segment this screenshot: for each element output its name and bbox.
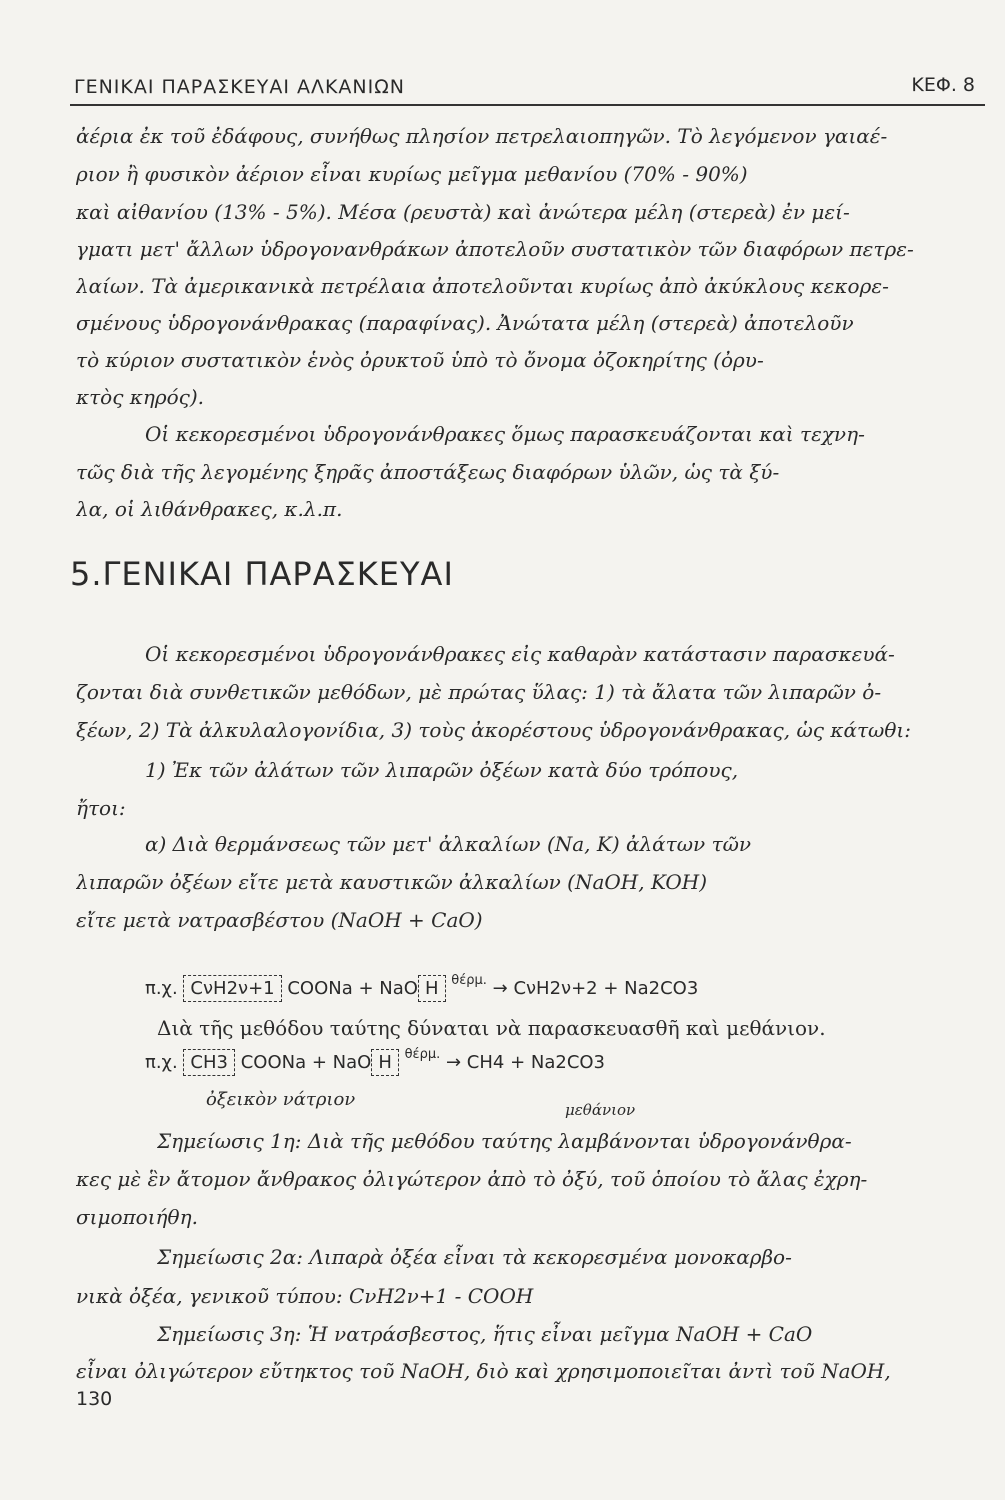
text-line: Οἱ κεκορεσμένοι ὑδρογονάνθρακες ὅμως παρασκευάζονται καὶ τεχνη- (145, 422, 865, 446)
text-line: Σημείωσις 1η: Διὰ τῆς μεθόδου ταύτης λαμβάνονται ὑδρογονάνθρα- (157, 1129, 852, 1153)
header-chapter: ΚΕΦ. 8 (911, 74, 975, 96)
text-line: ἤτοι: (76, 796, 126, 820)
text-line: εἶναι ὀλιγώτερον εὔτηκτος τοῦ NaOH, διὸ καὶ χρησιμοποιεῖται ἀντὶ τοῦ NaOH, (76, 1359, 891, 1383)
text-line: τῶς διὰ τῆς λεγομένης ξηρᾶς ἀποστάξεως διαφόρων ὑλῶν, ὡς τὰ ξύ- (76, 460, 780, 484)
text-line: λαίων. Τὰ ἀμερικανικὰ πετρέλαια ἀποτελοῦνται κυρίως ἀπὸ ἀκύκλους κεκορε- (76, 274, 889, 298)
reaction-formula-1 (145, 973, 699, 999)
reaction-formula-2 (145, 1047, 606, 1073)
text-line: γματι μετ' ἄλλων ὑδρογονανθράκων ἀποτελοῦν συστατικὸν τῶν διαφόρων πετρε- (76, 237, 914, 261)
text-line: εἴτε μετὰ νατρασβέστου (NaOH + CaO) (76, 908, 483, 932)
page-number: 130 (76, 1388, 113, 1410)
formula-label: μεθάνιον (565, 1101, 636, 1119)
text-line: ἀέρια ἐκ τοῦ ἐδάφους, συνήθως πλησίον πετρελαιοπηγῶν. Τὸ λεγόμενον γαιαέ- (76, 124, 888, 148)
formula-middle: COONa + NaO (287, 978, 418, 999)
text-line: σιμοποιήθη. (76, 1205, 198, 1229)
formula-middle: COONa + NaO (240, 1052, 372, 1073)
formula-box-right: H (371, 1049, 399, 1076)
formula-result: CH4 + Na2CO3 (466, 1052, 606, 1073)
formula-box-right: H (418, 975, 446, 1002)
text-line: Διὰ τῆς μεθόδου ταύτης δύναται νὰ παρασκευασθῆ καὶ μεθάνιον. (157, 1016, 826, 1040)
text-line: λα, οἱ λιθάνθρακες, κ.λ.π. (76, 497, 343, 521)
formula-result: CνH2ν+2 + Na2CO3 (513, 978, 699, 999)
text-line: ξέων, 2) Τὰ ἀλκυλαλογονίδια, 3) τοὺς ἀκορέστους ὑδρογονάνθρακας, ὡς κάτωθι: (76, 718, 911, 742)
text-line: τὸ κύριον συστατικὸν ἑνὸς ὀρυκτοῦ ὑπὸ τὸ ὄνομα ὀζοκηρίτης (ὀρυ- (76, 348, 764, 372)
formula-label: ὀξεικὸν νάτριον (206, 1089, 356, 1110)
formula-prefix: π.χ. (145, 978, 178, 999)
text-line: νικὰ ὀξέα, γενικοῦ τύπου: CνH2ν+1 - COOH (76, 1284, 534, 1308)
text-line: λιπαρῶν ὀξέων εἴτε μετὰ καυστικῶν ἀλκαλίων (NaOH, KOH) (76, 870, 707, 894)
section-title: 5.ΓΕΝΙΚΑΙ ΠΑΡΑΣΚΕΥΑΙ (70, 555, 454, 593)
header-title: ΓΕΝΙΚΑΙ ΠΑΡΑΣΚΕΥΑΙ ΑΛΚΑΝΙΩΝ (74, 76, 405, 98)
text-line: ριον ἢ φυσικὸν ἀέριον εἶναι κυρίως μεῖγμα μεθανίου (70% - 90%) (76, 162, 748, 186)
formula-prefix: π.χ. (145, 1052, 178, 1073)
page-header (70, 72, 985, 106)
text-line: σμένους ὑδρογονάνθρακας (παραφίνας). Ἀνώτατα μέλη (στερεὰ) ἀποτελοῦν (76, 311, 854, 335)
text-line: Σημείωσις 2α: Λιπαρὰ ὀξέα εἶναι τὰ κεκορεσμένα μονοκαρβο- (157, 1245, 792, 1269)
text-line: α) Διὰ θερμάνσεως τῶν μετ' ἀλκαλίων (Na, K) ἀλάτων τῶν (145, 832, 752, 856)
text-line: καὶ αἰθανίου (13% - 5%). Μέσα (ρευστὰ) καὶ ἀνώτερα μέλη (στερεὰ) ἐν μεί- (76, 200, 850, 224)
text-line: ζονται διὰ συνθετικῶν μεθόδων, μὲ πρώτας ὕλας: 1) τὰ ἄλατα τῶν λιπαρῶν ὀ- (76, 680, 882, 704)
text-line: κτὸς κηρός). (76, 385, 205, 409)
text-line: Σημείωσις 3η: Ἡ νατράσβεστος, ἥτις εἶναι μεῖγμα NaOH + CaO (157, 1322, 813, 1346)
reaction-arrow-icon: → (445, 1052, 462, 1073)
text-line: 1) Ἐκ τῶν ἀλάτων τῶν λιπαρῶν ὀξέων κατὰ δύο τρόπους, (145, 758, 739, 782)
formula-box-left: CH3 (183, 1049, 235, 1076)
arrow-label: θέρμ. (404, 1047, 441, 1062)
text-line: κες μὲ ἓν ἄτομον ἄνθρακος ὀλιγώτερον ἀπὸ τὸ ὀξύ, τοῦ ὁποίου τὸ ἄλας ἐχρη- (76, 1167, 868, 1191)
text-line: Οἱ κεκορεσμένοι ὑδρογονάνθρακες εἰς καθαρὰν κατάστασιν παρασκευά- (145, 642, 895, 666)
formula-box-left: CνH2ν+1 (183, 975, 281, 1002)
reaction-arrow-icon: → (492, 978, 508, 999)
arrow-label: θέρμ. (451, 973, 487, 988)
